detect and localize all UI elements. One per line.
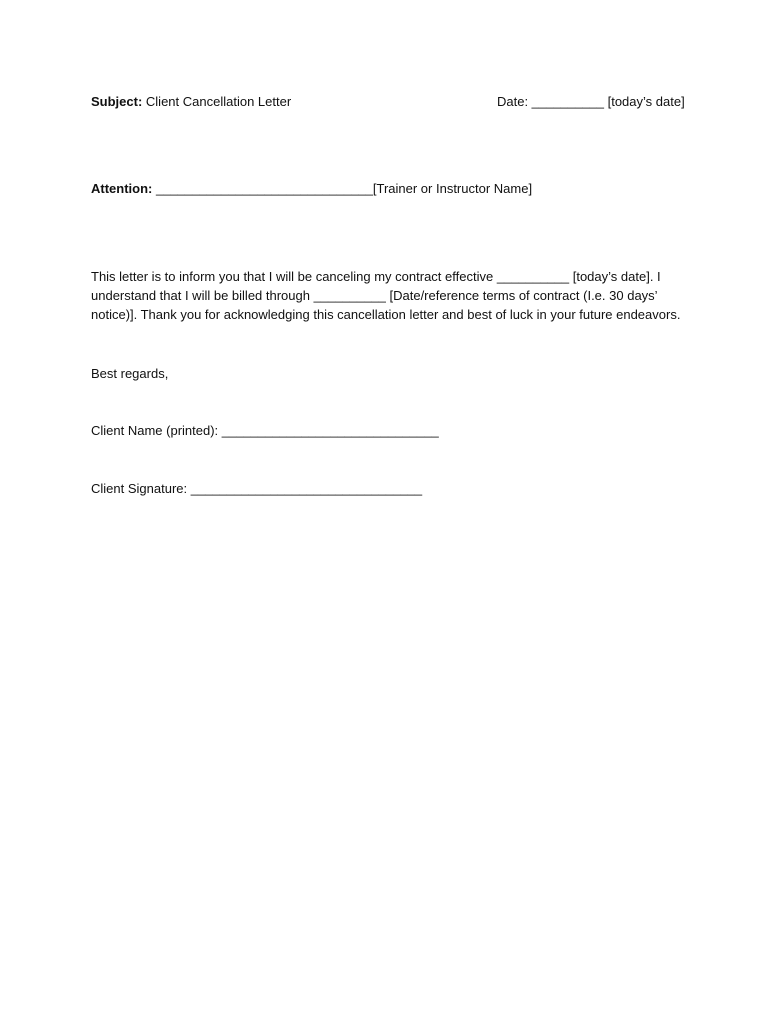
body-line-2: understand that I will be billed through __________ [Date/reference terms of contract (I.e. 30 days’ — [91, 288, 658, 303]
body-line-3: notice)]. Thank you for acknowledging this cancellation letter and best of luck in your future endeavors. — [91, 307, 681, 322]
subject-line — [91, 93, 291, 111]
subject-value: Client Cancellation Letter — [142, 94, 292, 109]
attention-line — [91, 180, 532, 198]
closing-regards: Best regards, — [91, 366, 169, 381]
attention-label: Attention: — [91, 181, 153, 196]
attention-value: ______________________________[Trainer or Instructor Name] — [152, 181, 533, 196]
letter-body — [91, 267, 691, 324]
client-name-field: Client Name (printed): ______________________________ — [91, 423, 439, 438]
subject-label: Subject: — [91, 94, 143, 109]
client-signature-field: Client Signature: ________________________________ — [91, 481, 423, 496]
date-line: Date: __________ [today’s date] — [497, 94, 685, 109]
body-line-1: This letter is to inform you that I will be canceling my contract effective __________ [today’s date]. I — [91, 269, 661, 284]
